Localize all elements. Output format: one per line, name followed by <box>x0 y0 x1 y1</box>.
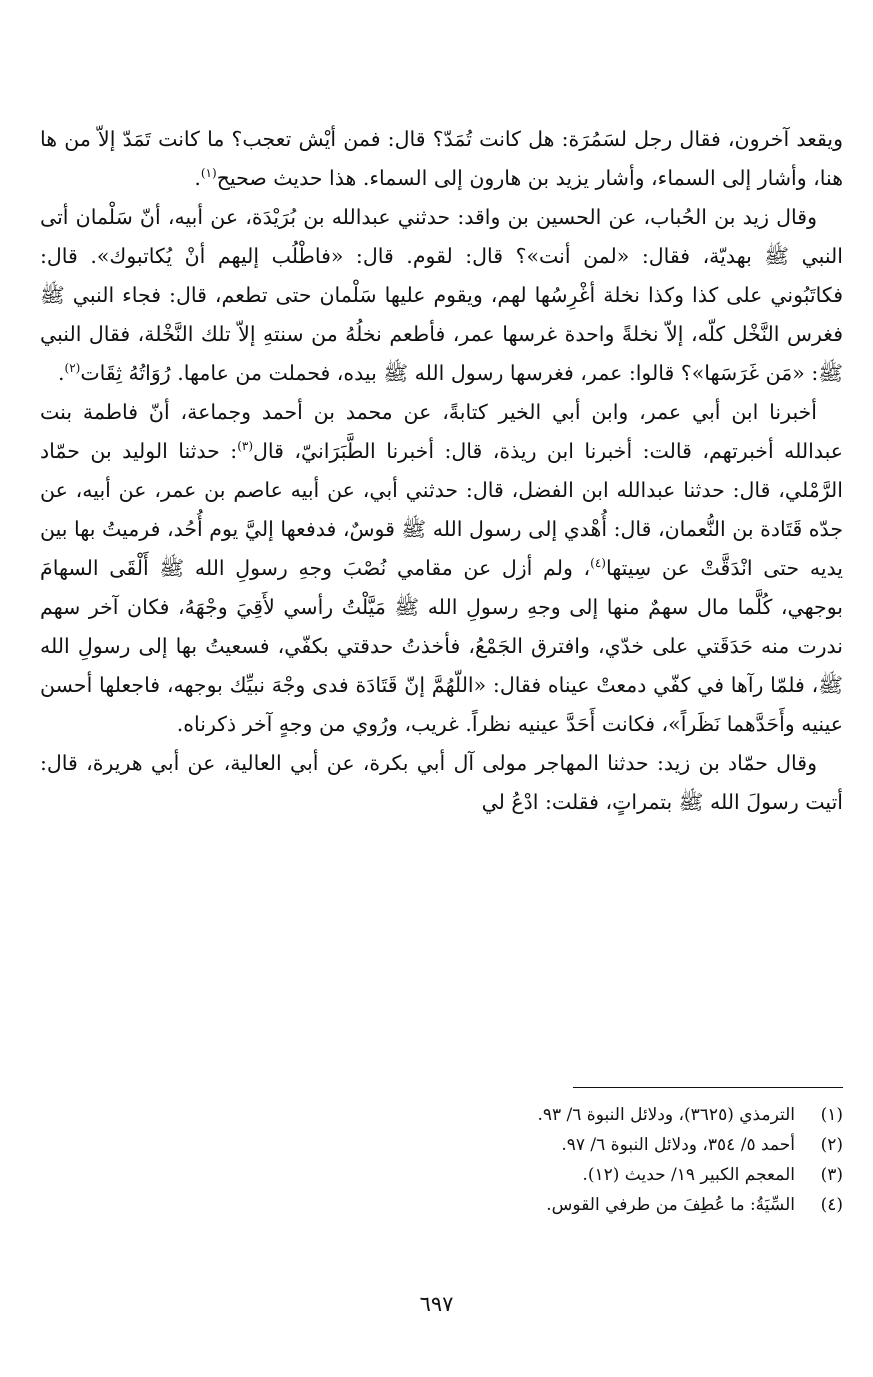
paragraph-4 <box>40 744 843 822</box>
paragraph-3-tail: ، ولم أزل عن مقامي نُصْبَ وجهِ رسولِ الله ﷺ أَلْقَى السهامَ بوجهي، كُلَّما مال سهمٌ منها إلى وجهِ رسولِ الله ﷺ مَيَّلْتُ رأسي لأَقِيَ وجْهَهُ، فكان آخر سهم ندرت منه حَدَقَتي على خدّي، وافترق الجَمْعُ، فأخذتُ حدقتي بكفّي، فسعيتُ بها إلى رسولِ الله ﷺ، فلمّا رآها في كفّي دمعتْ عيناه فقال: «اللّهُمَّ إنّ قَتَادَة فدى وجْهَ نبيِّك بوجهه، فاجعلها أحسن عينيه وأَحَدَّهما نَظَراً»، فكانت أَحَدَّ عينيه نظراً. غريب، ورُوي من وجهٍ آخر ذكرناه. <box>40 556 843 736</box>
footnote-text: الترمذي (٣٦٢٥)، ودلائل النبوة ٦/ ٩٣. <box>537 1105 795 1125</box>
footnote-4 <box>40 1190 843 1220</box>
paragraph-2-end: . <box>57 361 65 385</box>
page-number: ٦٩٧ <box>419 1292 454 1316</box>
footnote-ref-2: (٢) <box>64 361 81 376</box>
paragraph-3-continued: : حدثنا الوليد بن حمّاد الرَّمْلي، قال: حدثنا عبدالله ابن الفضل، قال: حدثني أبي، عن أبيه عاصم بن عمر، عن أبيه، عن جدّه قَتَادة بن النُّعمان، قال: أُهْدي إلى رسول الله ﷺ قوسٌ، فدفعها إليَّ يوم أُحُد، فرميتُ بها بين يديه حتى انْدَقَّتْ عن سِيتها <box>40 439 843 580</box>
footnote-3 <box>40 1160 843 1190</box>
paragraph-3-text: أخبرنا ابن أبي عمر، وابن أبي الخير كتابةً، عن محمد بن أحمد وجماعة، أنّ فاطمة بنت عبدالله أخبرتهم، قالت: أخبرنا ابن ريذة، قال: أخبرنا الطَّبَرَانيّ، قال <box>40 400 843 463</box>
paragraph-2-text: وقال زيد بن الحُباب، عن الحسين بن واقد: حدثني عبدالله بن بُرَيْدَة، عن أبيه، أنّ سَلْمان أتى النبي ﷺ بهديّة، فقال: «لمن أنت»؟ قال: لقوم. قال: «فاطْلُب إليهم أنْ يُكاتبوك». قال: فكاتَبُوني على كذا وكذا نخلة أغْرِسُها لهم، ويقوم عليها سَلْمان حتى تطعم، قال: فجاء النبي ﷺ فغرس النَّخْل كلّه، إلاّ نخلةً واحدة غرسها عمر، فأطعم نخلُهُ من سنتهِ إلاّ تلك النَّخْلة، فقال النبي ﷺ: «مَن غَرَسَها»؟ قالوا: عمر، فغرسها رسول الله ﷺ بيده، فحملت من عامها. رُوَاتُهُ ثِقَات <box>40 205 843 385</box>
footnotes <box>40 1100 843 1220</box>
footnote-number: (٣) <box>820 1165 843 1185</box>
footnote-separator <box>573 1087 843 1088</box>
footnote-number: (٤) <box>820 1195 843 1215</box>
paragraph-1 <box>40 120 843 198</box>
footnote-number: (٢) <box>820 1135 843 1155</box>
footnote-ref-1: (١) <box>200 166 217 181</box>
paragraph-1-text: ويقعد آخرون، فقال رجل لسَمُرَة: هل كانت تُمَدّ؟ قال: فمن أيْش تعجب؟ ما كانت تَمَدّ إلاّ من ها هنا، وأشار إلى السماء، وأشار يزيد بن هارون إلى السماء. هذا حديث صحيح <box>40 127 843 190</box>
paragraph-3 <box>40 393 843 744</box>
footnote-ref-3: (٣) <box>237 439 254 454</box>
paragraph-4-text: وقال حمّاد بن زيد: حدثنا المهاجر مولى آل أبي بكرة، عن أبي العالية، عن أبي هريرة، قال: أتيت رسولَ الله ﷺ بتمراتٍ، فقلت: ادْعُ لي <box>40 751 843 814</box>
footnote-2 <box>40 1130 843 1160</box>
paragraph-1-end: . <box>194 166 201 190</box>
main-text <box>40 120 843 822</box>
paragraph-2 <box>40 198 843 393</box>
footnote-1 <box>40 1100 843 1130</box>
footnote-number: (١) <box>820 1105 843 1125</box>
footnote-text: المعجم الكبير ١٩/ حديث (١٢). <box>582 1165 795 1185</box>
footnote-ref-4: (٤) <box>590 556 606 571</box>
footnote-text: أحمد ٥/ ٣٥٤، ودلائل النبوة ٦/ ٩٧. <box>561 1135 795 1155</box>
footnote-text: السِّيَةُ: ما عُطِفَ من طرفي القوس. <box>546 1195 795 1215</box>
